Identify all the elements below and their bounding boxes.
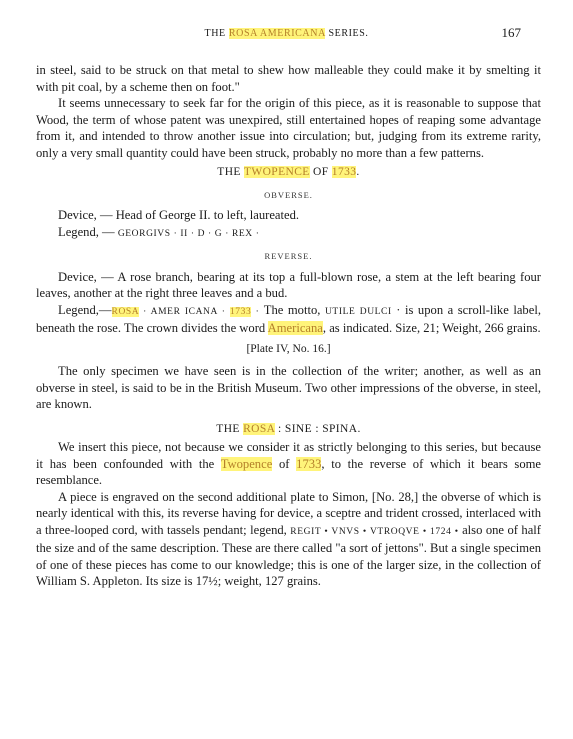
title-pre: THE <box>217 166 244 178</box>
section-title-rosa-sine-spina <box>36 421 541 438</box>
title-post: . <box>356 166 360 178</box>
paragraph-insert <box>36 439 541 489</box>
obverse-device: Device, — Head of George II. to left, laureated. <box>58 208 300 222</box>
reverse-legend-rosa: ROSA <box>111 306 139 317</box>
reverse-legend <box>36 302 541 337</box>
obverse-legend-text: GEORGIVS · II · D · G · REX · <box>117 228 260 239</box>
title2-highlight-rosa: ROSA <box>243 422 275 435</box>
running-head-post: SERIES. <box>325 28 369 39</box>
reverse-legend-label: Legend,— <box>58 302 112 317</box>
title-highlight-year: 1733 <box>331 166 357 178</box>
obverse-legend <box>36 224 541 243</box>
para4-highlight-twopence: Twopence <box>220 456 273 471</box>
para4-highlight-year: 1733 <box>296 456 322 471</box>
title2-post: : SINE : SPINA. <box>274 422 361 435</box>
reverse-legend-text2: · is upon a scroll-like label, beneath the rose. The crown divides the word <box>36 302 541 335</box>
running-head-pre: THE <box>204 28 229 39</box>
reverse-legend-motto: UTILE DULCI <box>324 306 392 317</box>
reverse-legend-year: 1733 <box>229 306 252 317</box>
reverse-legend-text3: , as indicated. Size, 21; Weight, 266 grains. <box>322 321 541 335</box>
para4-text3: , to the reverse of which it bears some resemblance. <box>36 456 541 487</box>
page-body <box>36 62 541 590</box>
reverse-legend-americana: · AMER ICANA · <box>138 306 230 317</box>
reverse-legend-americana-word: Americana <box>267 321 323 335</box>
paragraph-specimen: The only specimen we have seen is in the collection of the writer; another, as well as an obverse in steel, is said to be in the British Museum. Two other impressions of the obverse, in steel, are known. <box>36 364 541 411</box>
reverse-legend-dot: · <box>251 306 264 317</box>
obverse-legend-label: Legend, — <box>58 224 118 239</box>
running-head-highlight: ROSA AMERICANA <box>228 28 326 39</box>
para5-legend: REGIT • VNVS • VTROQVE • 1724 • <box>290 526 459 537</box>
reverse-legend-text1: The motto, <box>263 302 325 317</box>
paragraph-simon <box>36 489 541 590</box>
running-head <box>0 28 573 39</box>
title-highlight-twopence: TWOPENCE <box>243 166 310 178</box>
title2-pre: THE <box>216 422 244 435</box>
page-number: 167 <box>501 25 521 40</box>
obverse-heading: OBVERSE. <box>264 189 313 200</box>
title-mid: OF <box>309 166 332 178</box>
para5-text1: A piece is engraved on the second additional plate to Simon, [No. 28,] the obverse of which is nearly identical with this, its reverse having for device, a sceptre and trident crossed, interlaced with a three-looped cord, with tassels pendant; legend, <box>36 489 541 537</box>
reverse-device: Device, — A rose branch, bearing at its top a full-blown rose, a stem at the left bearing four leaves, another at the right three leaves and a bud. <box>36 269 541 300</box>
para4-text2: of <box>272 456 297 471</box>
paragraph-continuation: in steel, said to be struck on that metal to shew how malleable they could make it by smelting it with pit coal, by a scheme then on foot." <box>36 63 541 94</box>
section-title-twopence <box>36 164 541 181</box>
reverse-heading: REVERSE. <box>264 251 313 261</box>
para5-text2: also one of half the size and of the same description. These are there called "a sort of jettons". But a single specimen of one of these pieces has come to our knowledge; this is one of the larger size, in the collection of William S. Appleton. Its size is 17½; weight, 127 grains. <box>36 522 541 588</box>
paragraph-origin: It seems unnecessary to seek far for the origin of this piece, as it is reasonable to suppose that Wood, the term of whose patent was unexpired, still entertained hopes of reaping some advantage from it, and intended to throw another issue into circulation; but, judging from its extreme rarity, only a very small quantity could have been struck, probably no more than a few patterns. <box>36 96 541 160</box>
plate-reference: [Plate IV, No. 16.] <box>246 342 331 355</box>
para4-text1: We insert this piece, not because we consider it as strictly belonging to this series, but because it has been confounded with the <box>36 440 541 471</box>
